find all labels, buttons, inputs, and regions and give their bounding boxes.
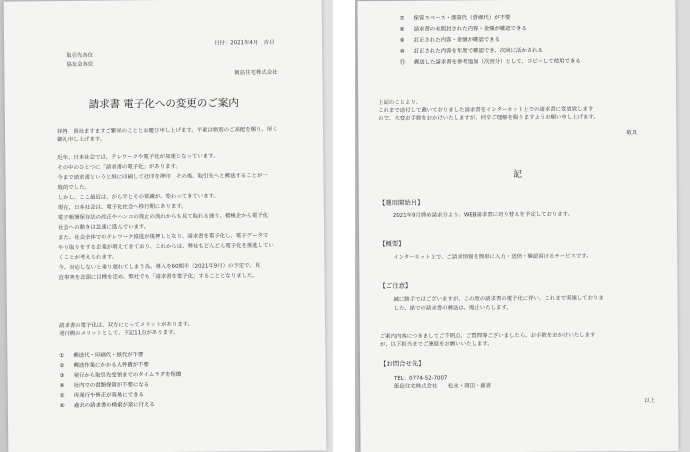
ki-heading: 記 — [513, 169, 523, 181]
merit-number: ③ — [59, 373, 65, 380]
merit-text: 社内での書類保管が不要になる — [73, 382, 150, 389]
merit-number: ⑦ — [399, 15, 405, 22]
merit-number: ⑨ — [399, 37, 405, 44]
greeting-line: 御礼申し上げます。 — [57, 136, 106, 144]
end-word: 以上 — [644, 398, 656, 405]
body-line: 今まで請求書というと紙に印刷して社印を押印 その後、取引先へと郵送することが一 — [57, 172, 268, 182]
body-line: その中のひとつに「請求書の電子化」があります。 — [57, 163, 181, 172]
conclusion-line: これまで送付して戴いておりました請求書をインターネット上での請求書に変更致します — [378, 106, 594, 114]
merit-item — [400, 46, 543, 55]
right-document-page — [357, 0, 678, 452]
merit-item — [400, 57, 581, 66]
merit-item — [60, 390, 144, 399]
greeting-line: 拝啓 貴社ますますご繁栄のこととお慶び申し上げます。平素は格別のご高配を賜り、厚く — [56, 126, 278, 136]
body-line: 近年、日本社会では、テレワークや電子化が加速となっています。 — [57, 153, 219, 162]
merit-number: ⑤ — [59, 393, 65, 400]
body-line: くことが考えられます。 — [58, 254, 118, 262]
merit-text: 郵送代・印刷代・紙代が不要 — [73, 352, 144, 359]
merit-item — [400, 24, 527, 33]
merit-text: 訂正された内容・金額が確認できる — [413, 37, 500, 44]
body-line: 現在、日本社会は、電子化社会へ移行期にあります。 — [57, 203, 187, 212]
closing-word: 敬具 — [626, 130, 638, 137]
merit-intro-line: 請求書の電子化は、双方にとってメリットがあります。 — [59, 321, 194, 330]
section-text: 2021年9月締め請求分より、WEB請求書に切り替えを予定しております。 — [392, 211, 574, 219]
body-line: 電子帳簿保存法の改正やハンコの廃止の流れからも見て取れる通り、積極企から電子化 — [57, 212, 269, 222]
body-line: 社会への動きは急速に進んでいます。 — [57, 224, 150, 232]
conclusion-line: ので、大変お手数をおかけいたしますが、何卒ご理解を賜りますようお願い申し上げます。 — [378, 114, 599, 122]
merit-intro-line: 発行側のメリットとして、下記11点があります。 — [59, 329, 179, 338]
body-line: 般的でした。 — [57, 184, 90, 192]
merit-number: ① — [59, 353, 65, 360]
merit-item — [60, 380, 150, 389]
body-line: 直事実を念頭に目標を定め、弊社でも「請求書を電子化」することとなりました。 — [58, 273, 258, 282]
merit-text: 請求書の未開封された内容・金額が確認できる — [413, 25, 527, 33]
recipient-2: 協友会各位 — [66, 61, 94, 69]
recipient-1: 取引先各位 — [66, 52, 94, 60]
section-text: 誠に勝手ではございますが、この度の請求書の電子化に伴い、これまで実施しておりま — [393, 295, 604, 303]
merit-item — [400, 35, 500, 44]
request-line: ご案内内容につきましてご不明点、ご質問等ございましたら、お手数をおかけいたします — [379, 332, 596, 340]
merit-number: ⑧ — [399, 26, 405, 33]
body-line: また、社会全体でのテレワーク推進が後押しとなり、請求書を電子化し、電子データで — [58, 232, 269, 242]
merit-list-continued — [357, 0, 675, 66]
contact-tel: TEL：0774-52-7007 — [394, 375, 448, 382]
merit-text: 郵送作業にかかる人件費が不要 — [73, 362, 149, 369]
left-document-page — [4, 0, 327, 452]
section-heading-contact: 【お問合せ先】 — [379, 359, 425, 368]
contact-person: 飯島住宅株式会社 松永・岡田・藤香 — [394, 383, 492, 390]
merit-number: ⑩ — [399, 48, 405, 55]
section-text: インターネット上で、ご請求情報を簡単に入力・送信・確認頂けるサービスです。 — [393, 253, 592, 261]
sender-company: 飯島住宅株式会社 — [234, 69, 278, 77]
section-heading-notice: 【ご注意】 — [379, 281, 412, 290]
merit-number: ⑪ — [399, 59, 406, 66]
right-document-photo — [355, 0, 690, 452]
merit-text: 発行から取引先受領までのタイムラグを短縮 — [73, 371, 182, 379]
merit-text: 再発行や修正が容易にできる — [73, 392, 144, 399]
merit-text: 過去の請求書の検索が楽に行える — [73, 402, 155, 409]
body-line: やり取りをする企業が増えてきており、これからは、弊社もどんどん電子化を推進してい — [58, 242, 274, 252]
request-line: が、以下担当までご連絡をお願いいたします。 — [379, 341, 493, 348]
conclusion-line: 上記のことより、 — [378, 99, 422, 106]
left-document-photo — [0, 0, 333, 452]
merit-text: 訂正された内容を年度で確認でき、次回に活かされる — [413, 47, 543, 55]
section-heading-overview: 【概要】 — [379, 239, 405, 248]
merit-number: ④ — [59, 383, 65, 390]
merit-number: ⑥ — [59, 403, 65, 410]
section-text: した、紙での請求書の郵送は、廃止いたします。 — [393, 305, 512, 312]
merit-text: 郵送した請求書を参考追加（次回分）として、コピーして使用できる — [413, 58, 581, 66]
merit-item — [400, 13, 511, 22]
document-title: 請求書 電子化への変更のご案内 — [88, 97, 239, 111]
date-line: 日付：2021年4月 吉日 — [214, 39, 275, 47]
merit-item — [59, 360, 149, 369]
merit-number: ② — [59, 363, 65, 370]
merit-item — [59, 350, 143, 359]
merit-item — [60, 400, 155, 409]
body-line: しかし、ここ最近は、がら半とその常識が、変わってきています。 — [57, 193, 219, 202]
body-line: 今、対応しないと乗り遅れてしまう為、導入を60期半（2021年9月）の予定で、見 — [58, 263, 261, 272]
merit-text: 保管スペース・保管代（倉庫代）が不要 — [413, 15, 511, 22]
merit-item — [60, 370, 182, 379]
section-heading-start-month: 【運用開始月】 — [378, 198, 424, 207]
